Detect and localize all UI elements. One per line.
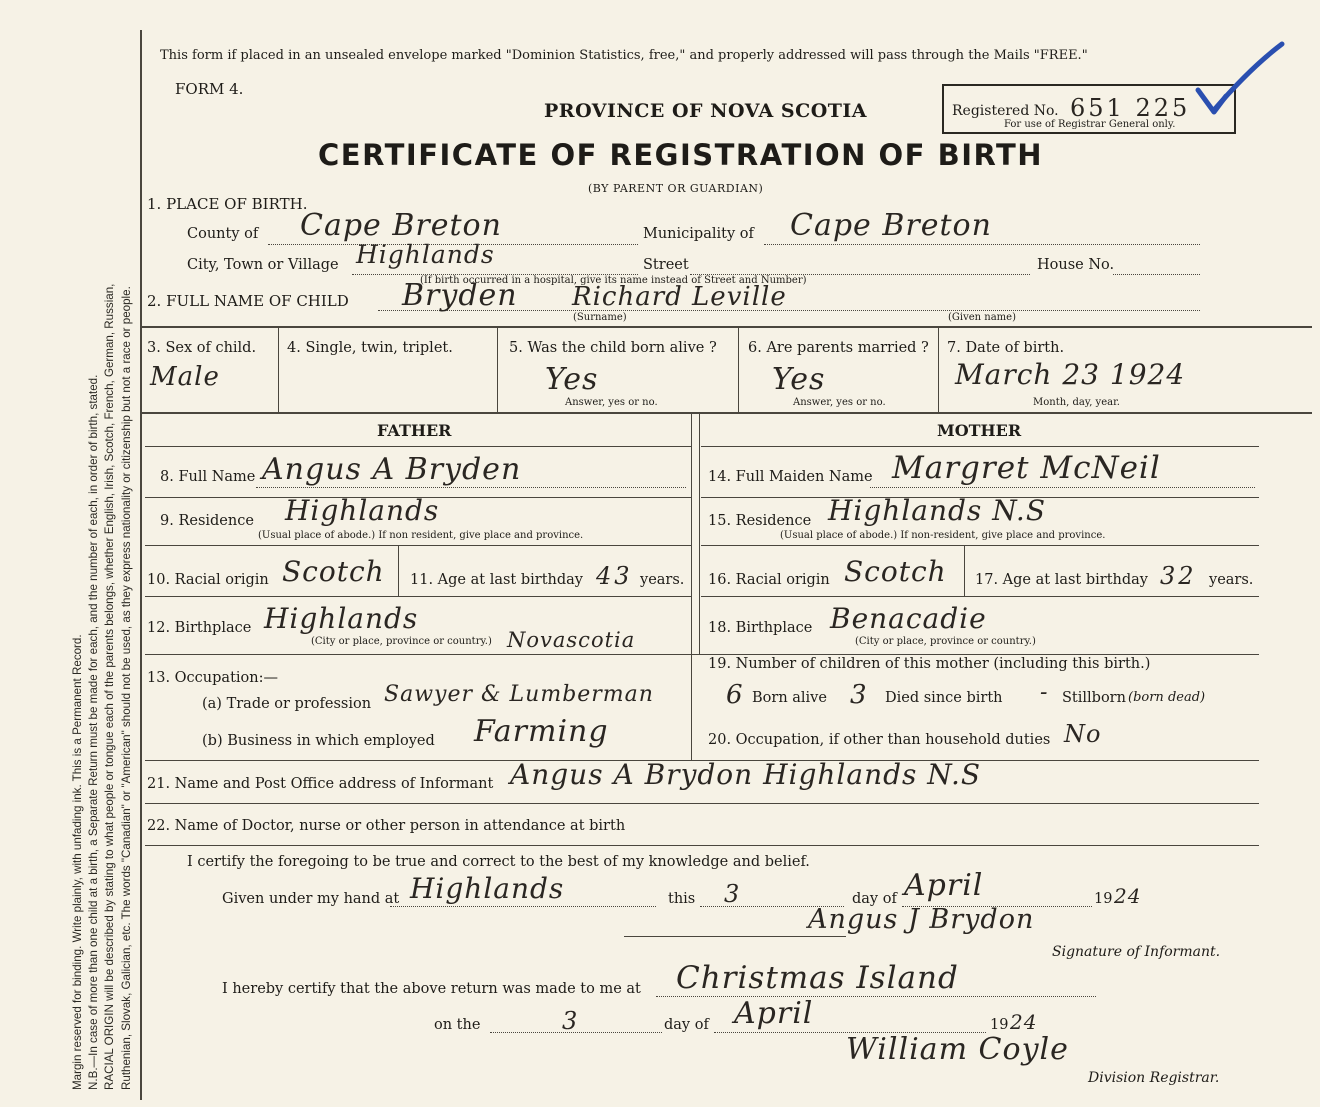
father-age: 43 [596,562,633,590]
single-label: 4. Single, twin, triplet. [287,340,453,356]
margin-notes [70,20,135,1090]
mother-stillborn: - [1040,680,1049,705]
mother-age: 32 [1160,562,1197,590]
county-value: Cape Breton [300,208,502,243]
mother-died: 3 [850,680,868,710]
day-of-label: day of [852,891,897,907]
stillborn-label: Stillborn [1062,690,1126,706]
child-name-label: 2. FULL NAME OF CHILD [147,292,349,310]
father-racial-label: 10. Racial origin [147,572,269,588]
mother-name: Margret McNeil [892,450,1161,486]
place-of-birth-heading: 1. PLACE OF BIRTH. [147,195,308,213]
sex-value: Male [150,362,220,392]
margin-rule [140,30,142,1100]
city-value: Highlands [356,240,495,269]
registrar-statement: I hereby certify that the above return was made to me at [222,981,641,997]
mother-name-label: 14. Full Maiden Name [708,469,873,485]
father-trade: Sawyer & Lumberman [384,682,654,707]
mother-birthplace-note: (City or place, province or country.) [855,636,1036,647]
given-year: 24 [1114,884,1142,908]
married-note: Answer, yes or no. [793,397,886,408]
mother-age-unit: years. [1209,572,1254,588]
father-birthplace-note: (City or place, province or country.) [311,636,492,647]
father-age-unit: years. [640,572,685,588]
binding-margin [0,0,140,1107]
dob-note: Month, day, year. [1033,397,1120,408]
year-prefix: 19 [1094,891,1113,907]
mother-racial-label: 16. Racial origin [708,572,830,588]
alive-note: Answer, yes or no. [565,397,658,408]
born-alive-label: Born alive [752,690,827,706]
dob-value: March 23 1924 [955,358,1186,391]
father-row-rule-4 [145,654,1259,655]
certification-divider [624,936,846,937]
father-residence: Highlands [285,494,440,527]
mother-occupation: No [1064,720,1102,748]
surname-note: (Surname) [573,312,627,323]
mother-age-divider [964,546,965,596]
married-label: 6. Are parents married ? [748,340,929,356]
father-business: Farming [474,714,609,749]
county-label: County of [187,226,259,242]
house-line [1113,274,1200,275]
child-given-name: Richard Leville [572,282,787,312]
mother-row-rule-3 [701,596,1259,597]
registered-number: 651 225 [1070,94,1191,122]
mail-notice: This form if placed in an unsealed envelope marked "Dominion Statistics, free," and properly addressed will pass through the Mails "FREE." [160,48,1088,63]
column-divider-left [691,414,692,760]
box-divider-3 [738,328,739,412]
informant-value: Angus A Brydon Highlands N.S [510,758,982,791]
page-title: CERTIFICATE OF REGISTRATION OF BIRTH [318,138,1044,172]
certification-statement: I certify the foregoing to be true and correct to the best of my knowledge and belief. [187,854,810,870]
stillborn-note: (born dead) [1128,690,1206,705]
married-value: Yes [772,362,826,397]
on-the-label: on the [434,1017,481,1033]
dob-label: 7. Date of birth. [947,340,1065,356]
father-heading-rule [145,446,691,447]
sex-label: 3. Sex of child. [147,340,257,356]
signature-label: Signature of Informant. [1052,944,1221,960]
margin-note-line4: Ruthenian, Slovak, Galician, etc. The words "Canadian" or "American" should not be used, as they express nationality or citizenship but not a race or people. [119,286,133,1090]
father-age-label: 11. Age at last birthday [410,572,583,588]
father-racial: Scotch [282,555,385,588]
reg-year: 24 [1010,1010,1038,1034]
registrar-place: Christmas Island [676,960,959,996]
father-residence-note: (Usual place of abode.) If non resident, give place and province. [258,530,584,541]
given-name-note: (Given name) [948,312,1016,323]
box-divider-4 [938,328,939,412]
mother-birthplace: Benacadie [830,602,987,635]
father-heading: FATHER [377,421,452,440]
mother-residence: Highlands N.S [828,494,1046,527]
hospital-note: (If birth occurred in a hospital, give its name instead of Street and Number) [420,275,807,286]
father-residence-label: 9. Residence [160,513,254,529]
municipality-line [764,244,1200,245]
father-age-divider [398,546,399,596]
father-name-line [256,487,686,488]
blue-check-arrow-icon [1180,38,1290,128]
informant-label: 21. Name and Post Office address of Informant [147,776,494,792]
informant-signature: Angus J Brydon [808,904,1035,935]
house-label: House No. [1037,257,1115,273]
municipality-value: Cape Breton [790,208,992,243]
box-divider-2 [497,328,498,412]
margin-note-line1: Margin reserved for binding. Write plainly, with unfading ink. This is a Permanent Record. [71,634,84,1090]
father-trade-label: (a) Trade or profession [202,696,372,712]
reg-day: 3 [562,1007,579,1035]
given-day: 3 [724,880,741,908]
mother-heading: MOTHER [937,421,1022,440]
father-birthplace: Highlands [264,602,419,635]
registrar-label: Division Registrar. [1088,1070,1220,1086]
mother-row-rule-2 [701,545,1259,546]
mother-heading-rule [701,446,1259,447]
registrar-signature: William Coyle [846,1032,1069,1067]
mother-residence-note: (Usual place of abode.) If non-resident, give place and province. [780,530,1106,541]
margin-note-line3: RACIAL ORIGIN will be described by stating to what people or tongue each of the parents belongs, whether English, Irish, Scotch, French, German, Russian, [103,283,117,1090]
father-row-rule-2 [145,545,691,546]
alive-value: Yes [545,362,599,397]
given-place: Highlands [410,872,565,905]
doctor-rule-bottom [145,845,1259,846]
father-name-label: 8. Full Name [160,469,256,485]
box-divider-1 [278,328,279,412]
informant-rule-bottom [145,803,1259,804]
mother-residence-label: 15. Residence [708,513,812,529]
form-number: FORM 4. [175,80,244,98]
registrar-note: For use of Registrar General only. [1004,119,1176,130]
father-name: Angus A Bryden [262,452,522,487]
given-label: Given under my hand at [222,891,400,907]
row-rule-top [140,326,1312,328]
province-heading: PROVINCE OF NOVA SCOTIA [544,100,868,122]
father-occupation-label: 13. Occupation:— [147,670,278,686]
father-birthplace-province: Novascotia [507,628,636,652]
subtitle: (BY PARENT OR GUARDIAN) [588,182,764,195]
mother-born-alive: 6 [726,680,744,710]
mother-name-line [870,487,1255,488]
reg-month: April [734,996,814,1031]
street-label: Street [643,257,689,273]
mother-birthplace-label: 18. Birthplace [708,620,813,636]
child-surname: Bryden [402,278,518,313]
this-label: this [668,891,696,907]
given-month: April [904,868,984,903]
registered-label: Registered No. [952,103,1059,119]
given-place-line [390,906,656,907]
mother-children-label: 19. Number of children of this mother (including this birth.) [708,656,1151,672]
died-label: Died since birth [885,690,1003,706]
mother-occupation-label: 20. Occupation, if other than household duties [708,732,1051,748]
doctor-label: 22. Name of Doctor, nurse or other person in attendance at birth [147,818,626,834]
registrar-place-line [656,996,1096,997]
margin-note-line2: N.B.—In case of more than one child at a birth, a Separate Return must be made for each, and the number of each, in order of birth, stated. [87,374,101,1090]
reg-day-of-label: day of [664,1017,709,1033]
father-business-label: (b) Business in which employed [202,733,435,749]
column-divider-right [699,414,700,654]
father-row-rule-3 [145,596,691,597]
municipality-label: Municipality of [643,226,754,242]
city-label: City, Town or Village [187,257,339,273]
row-rule-bottom [140,412,1312,414]
mother-age-label: 17. Age at last birthday [975,572,1148,588]
mother-racial: Scotch [844,555,947,588]
reg-year-prefix: 19 [990,1017,1009,1033]
alive-label: 5. Was the child born alive ? [509,340,717,356]
father-birthplace-label: 12. Birthplace [147,620,252,636]
